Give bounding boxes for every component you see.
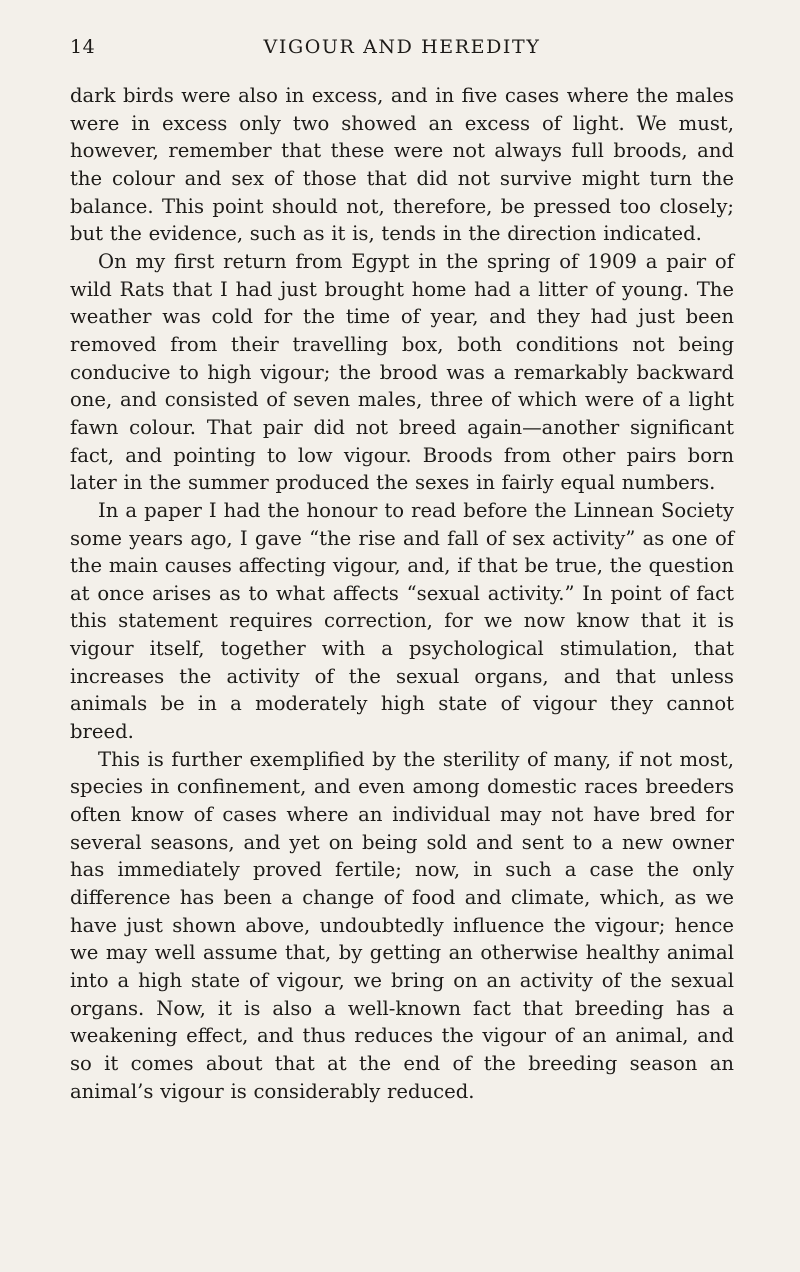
page-number: 14 [70,36,96,58]
running-title: VIGOUR AND HEREDITY [263,36,541,58]
paragraph-egypt-rats: On my first return from Egypt in the spring of 1909 a pair of wild Rats that I had just brought home had a litter of young. The weather was cold for the time of year, and they had just been removed from their travelling box, both conditions not being conducive to high vigour; the brood was a remarkably backward one, and consisted of seven males, three of which were of a light fawn colour. That pair did not breed again—another significant fact, and pointing to low vigour. Broods from other pairs born later in the summer produced the sexes in fairly equal numbers. [70,249,734,495]
paragraph-linnean-society: In a paper I had the honour to read before the Linnean Society some years ago, I gave “the rise and fall of sex activity” as one of the main causes affecting vigour, and, if that be true, the question at once arises as to what affects “sexual activity.” In point of fact this statement requires correction, for we now know that it is vigour itself, together with a psychological stimulation, that increases the activity of the sexual organs, and that unless animals be in a moderately high state of vigour they cannot breed. [70,498,734,744]
paragraph-continued: dark birds were also in excess, and in five cases where the males were in excess only two showed an excess of light. We must, however, remember that these were not always full broods, and the colour and sex of those that did not survive might turn the balance. This point should not, therefore, be pressed too closely; but the evidence, such as it is, tends in the direction indicated. [70,84,734,246]
body-text [70,82,734,1105]
paragraph-sterility: This is further exemplified by the sterility of many, if not most, species in confinement, and even among domestic races breeders often know of cases where an individual may not have bred for several seasons, and yet on being sold and sent to a new owner has immediately proved fertile; now, in such a case the only difference has been a change of food and climate, which, as we have just shown above, undoubtedly influence the vigour; hence we may well assume that, by getting an otherwise healthy animal into a high state of vigour, we bring on an activity of the sexual organs. Now, it is also a well-known fact that breeding has a weakening effect, and thus reduces the vigour of an animal, and so it comes about that at the end of the breeding season an animal’s vigour is considerably reduced. [70,747,734,1103]
page-header [70,36,734,66]
